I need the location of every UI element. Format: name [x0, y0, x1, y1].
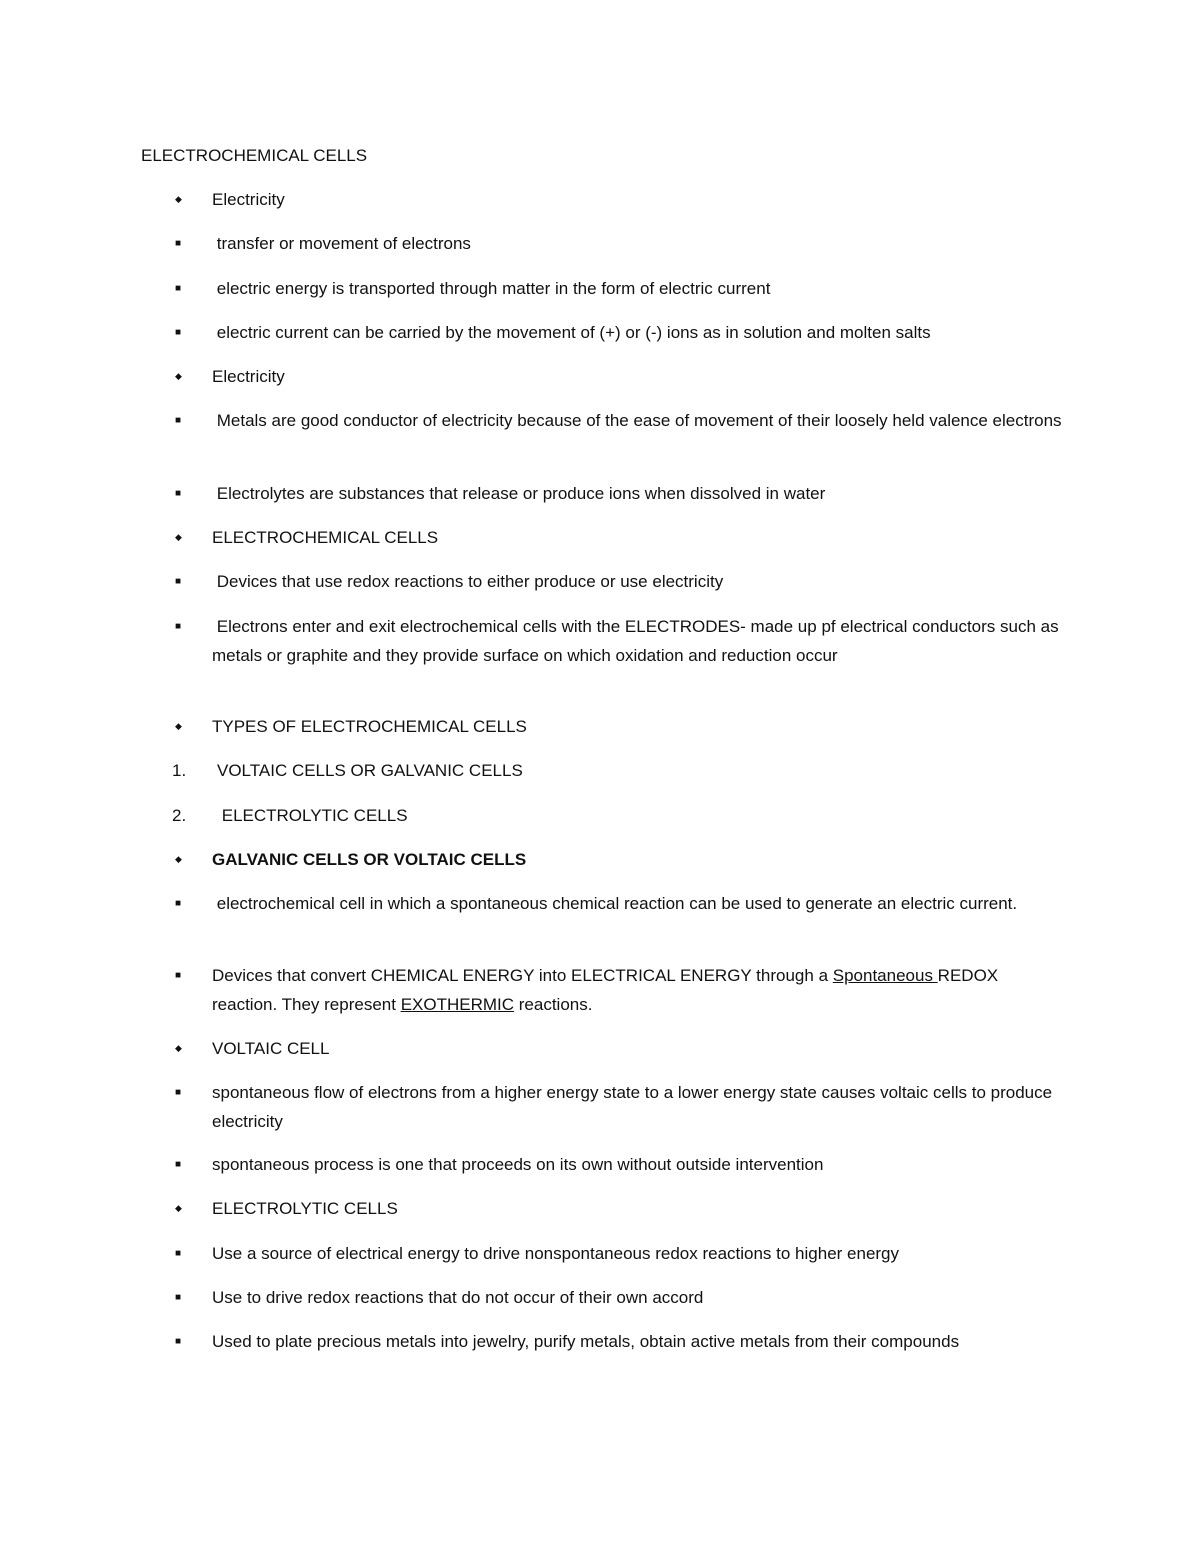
- text-run: REDOX reaction. They represent: [212, 966, 1003, 1014]
- list-item-text: TYPES OF ELECTROCHEMICAL CELLS: [212, 717, 527, 736]
- list-number: 2.: [172, 806, 187, 825]
- square-bullet-icon: ■: [175, 1292, 182, 1303]
- list-item-text: spontaneous flow of electrons from a higher energy state to a lower energy state causes voltaic cells to produce electricity: [212, 1083, 1057, 1131]
- list-item-text: VOLTAIC CELL: [212, 1039, 330, 1058]
- square-bullet-icon: ■: [175, 1087, 182, 1098]
- list-item-text: Metals are good conductor of electricity because of the ease of movement of their loosely held valence electrons: [212, 411, 1062, 430]
- list-item-text: electric current can be carried by the movement of (+) or (-) ions as in solution and molten salts: [212, 323, 931, 342]
- square-bullet-icon: ■: [175, 327, 182, 338]
- square-bullet-icon: ■: [175, 621, 182, 632]
- diamond-bullet-icon: ◆: [175, 854, 182, 864]
- list-item-text: electric energy is transported through matter in the form of electric current: [212, 279, 771, 298]
- list-item-text: [212, 961, 1062, 1019]
- list-item-text: spontaneous process is one that proceeds on its own without outside intervention: [212, 1155, 824, 1174]
- square-bullet-icon: ■: [175, 283, 182, 294]
- square-bullet-icon: ■: [175, 970, 182, 981]
- square-bullet-icon: ■: [175, 1248, 182, 1259]
- list-item-text: electrochemical cell in which a spontaneous chemical reaction can be used to generate an electric current.: [212, 894, 1018, 913]
- list-item-text: transfer or movement of electrons: [212, 234, 471, 253]
- list-item-text: Use to drive redox reactions that do not occur of their own accord: [212, 1288, 704, 1307]
- square-bullet-icon: ■: [175, 238, 182, 249]
- diamond-bullet-icon: ◆: [175, 721, 182, 731]
- square-bullet-icon: ■: [175, 488, 182, 499]
- document-title: ELECTROCHEMICAL CELLS: [141, 146, 368, 165]
- list-number: 1.: [172, 761, 187, 780]
- diamond-bullet-icon: ◆: [175, 1203, 182, 1213]
- list-item-text: Electricity: [212, 367, 285, 386]
- diamond-bullet-icon: ◆: [175, 532, 182, 542]
- square-bullet-icon: ■: [175, 576, 182, 587]
- list-item-text: ELECTROLYTIC CELLS: [212, 1199, 398, 1218]
- text-run: Devices that convert CHEMICAL ENERGY into ELECTRICAL ENERGY through a: [212, 966, 833, 985]
- list-item-text: Electrons enter and exit electrochemical cells with the ELECTRODES- made up pf electrical conductors such as metals or graphite and they provide surface on which oxidation and reduction occur: [212, 617, 1064, 665]
- square-bullet-icon: ■: [175, 1336, 182, 1347]
- square-bullet-icon: ■: [175, 898, 182, 909]
- list-item-text: Used to plate precious metals into jewelry, purify metals, obtain active metals from their compounds: [212, 1332, 960, 1351]
- list-item-text: ELECTROCHEMICAL CELLS: [212, 528, 439, 547]
- list-item-text: Electricity: [212, 190, 285, 209]
- diamond-bullet-icon: ◆: [175, 194, 182, 204]
- list-item-text: Devices that use redox reactions to either produce or use electricity: [212, 572, 724, 591]
- list-item-text: VOLTAIC CELLS OR GALVANIC CELLS: [217, 761, 523, 780]
- underlined-text: Spontaneous: [832, 966, 938, 985]
- list-item-text: GALVANIC CELLS OR VOLTAIC CELLS: [212, 850, 527, 869]
- list-item-text: ELECTROLYTIC CELLS: [217, 806, 408, 825]
- diamond-bullet-icon: ◆: [175, 1043, 182, 1053]
- diamond-bullet-icon: ◆: [175, 371, 182, 381]
- list-item-text: Electrolytes are substances that release or produce ions when dissolved in water: [212, 484, 826, 503]
- square-bullet-icon: ■: [175, 415, 182, 426]
- text-run: reactions.: [514, 995, 593, 1014]
- underlined-text: EXOTHERMIC: [400, 995, 515, 1014]
- list-item-text: Use a source of electrical energy to drive nonspontaneous redox reactions to higher energy: [212, 1244, 900, 1263]
- square-bullet-icon: ■: [175, 1159, 182, 1170]
